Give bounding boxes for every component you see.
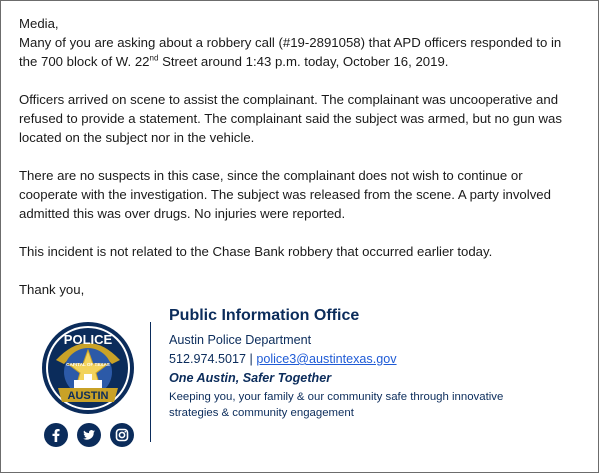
badge-bottom-text: AUSTIN <box>67 390 109 402</box>
department-name: Austin Police Department <box>169 333 312 347</box>
austin-police-badge-logo <box>40 320 136 416</box>
paragraph-4: This incident is not related to the Chase Bank robbery that occurred earlier today. <box>19 244 493 259</box>
instagram-icon[interactable] <box>110 423 134 447</box>
badge-middle-text: CAPITAL OF TEXAS <box>66 362 110 367</box>
greeting: Media, <box>19 16 59 31</box>
facebook-icon[interactable] <box>44 423 68 447</box>
email-body <box>19 14 579 299</box>
tagline: Keeping you, your family & our community safe through innovative strategies & community engagement <box>169 391 504 419</box>
contact-separator: | <box>249 352 253 366</box>
email-link[interactable]: police3@austintexas.gov <box>256 352 397 366</box>
email-signature <box>0 300 599 473</box>
badge-top-text: POLICE <box>63 332 113 347</box>
paragraph-1: Many of you are asking about a robbery call (#19-2891058) that APD officers responded to in the 700 block of W. 22nd Street around 1:43 p.m. today, October 16, 2019. <box>19 35 562 69</box>
paragraph-2: Officers arrived on scene to assist the complainant. The complainant was uncooperative and refused to provide a statement. The complainant said the subject was armed, but no gun was located on the subject nor in the vehicle. <box>19 92 562 145</box>
twitter-icon[interactable] <box>77 423 101 447</box>
office-info <box>169 305 589 421</box>
paragraph-3: There are no suspects in this case, since the complainant does not wish to continue or cooperate with the investigation. The subject was released from the scene. A party involved admitted this was over drugs. No injuries were reported. <box>19 168 551 221</box>
social-links <box>44 423 134 447</box>
closing: Thank you, <box>19 282 85 297</box>
signature-divider <box>150 322 151 442</box>
motto: One Austin, Safer Together <box>169 371 332 385</box>
office-title: Public Information Office <box>169 307 360 324</box>
phone-number: 512.974.5017 <box>169 352 247 366</box>
contact-line <box>169 350 589 369</box>
